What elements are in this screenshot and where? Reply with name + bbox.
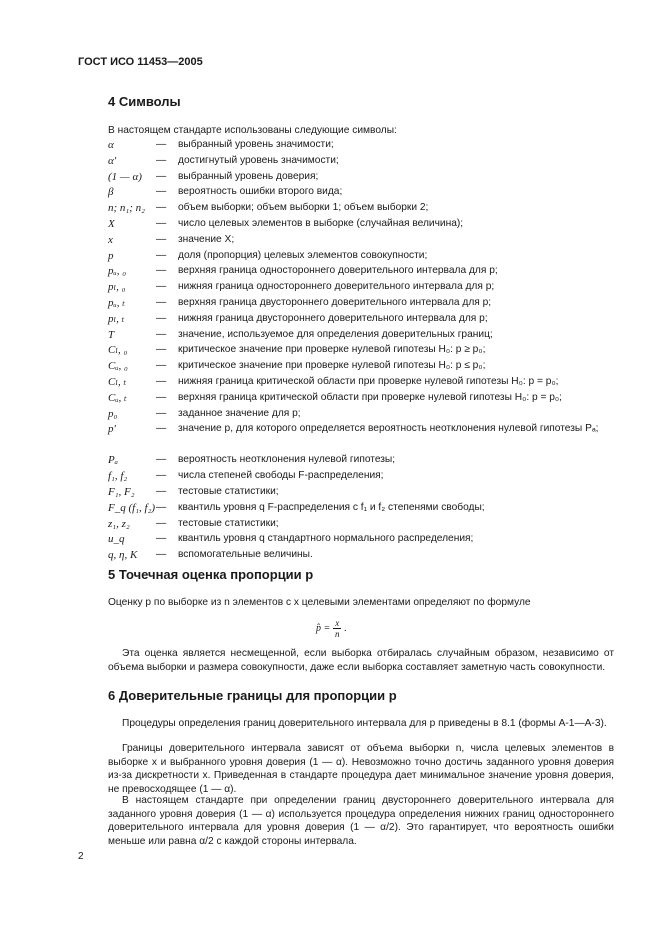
- formula-numerator: x: [335, 618, 340, 628]
- dash: —: [156, 391, 167, 403]
- dash: —: [156, 154, 167, 166]
- formula-end: .: [344, 622, 347, 634]
- symbol-row: [108, 375, 618, 391]
- symbol: T: [108, 328, 115, 341]
- symbol: p′: [108, 423, 116, 436]
- symbol-description: выбранный уровень значимости;: [178, 139, 334, 150]
- dash: —: [156, 170, 167, 182]
- dash: —: [156, 202, 167, 214]
- symbol-description: заданное значение для p;: [178, 407, 301, 419]
- symbol-row: [108, 517, 618, 533]
- symbol-row: [108, 407, 618, 423]
- symbol-row: [108, 328, 618, 344]
- dash: —: [156, 533, 167, 545]
- section-5-title: 5 Точечная оценка пропорции p: [108, 567, 314, 582]
- symbol: z₁, z₂: [108, 517, 130, 530]
- formula-fraction: [333, 618, 341, 639]
- dash: —: [156, 186, 167, 198]
- symbol-row: [108, 532, 618, 548]
- dash: —: [156, 375, 167, 387]
- symbol-row: [108, 343, 618, 359]
- symbol-description: значение p, для которого определяется вероятность неотклонения нулевой гипотезы Pₐ;: [178, 423, 599, 435]
- symbol-description: критическое значение при проверке нулевой гипотезы H₀: p ≤ p₀;: [178, 360, 486, 372]
- document-header: ГОСТ ИСО 11453—2005: [78, 56, 203, 68]
- dash: —: [156, 470, 167, 482]
- symbol: u_q: [108, 533, 125, 546]
- symbol-description: объем выборки; объем выборки 1; объем выборки 2;: [178, 202, 429, 214]
- section-4-title: 4 Символы: [108, 94, 181, 109]
- symbol: F_q (f₁, f₂): [108, 501, 156, 514]
- symbol-description: нижняя граница критической области при проверке нулевой гипотезы H₀: p = p₀;: [178, 375, 559, 387]
- symbol-row: [108, 296, 618, 312]
- dash: —: [156, 517, 167, 529]
- dash: —: [156, 328, 167, 340]
- formula-lhs: p̂ =: [316, 622, 331, 634]
- symbol-description: вспомогательные величины.: [178, 549, 313, 561]
- symbol-description: тестовые статистики;: [178, 517, 279, 529]
- dash: —: [156, 423, 167, 435]
- symbol-description: критическое значение при проверке нулевой гипотезы H₀: p ≥ p₀;: [178, 344, 486, 356]
- symbol-description: нижняя граница двустороннего доверительного интервала для p;: [178, 312, 488, 324]
- symbol-row: [108, 422, 618, 453]
- symbol: Cᵤ, ₀: [108, 360, 128, 373]
- symbol-description: квантиль уровня q стандартного нормального распределения;: [178, 533, 474, 545]
- symbol-row: [108, 264, 618, 280]
- symbol-description: достигнутый уровень значимости;: [178, 154, 339, 166]
- symbol-row: [108, 453, 618, 469]
- symbol: Cₗ, ₜ: [108, 375, 127, 388]
- dash: —: [156, 217, 167, 229]
- symbol: F₁, F₂: [108, 485, 135, 498]
- symbol: Cᵤ, ₜ: [108, 391, 127, 404]
- symbol-description: значение, используемое для определения доверительных границ;: [178, 328, 493, 340]
- symbol-description: вероятность ошибки второго вида;: [178, 186, 343, 198]
- dash: —: [156, 485, 167, 497]
- symbol-description: выбранный уровень доверия;: [178, 170, 319, 182]
- symbol: β: [108, 186, 114, 199]
- symbol: Pₐ: [108, 454, 118, 467]
- section-4-intro: В настоящем стандарте использованы следующие символы:: [108, 125, 397, 136]
- symbol-row: [108, 249, 618, 265]
- symbol: pₗ, ₀: [108, 281, 126, 294]
- symbol-description: число целевых элементов в выборке (случайная величина);: [178, 217, 464, 229]
- dash: —: [156, 296, 167, 308]
- section-6-paragraph-3: В настоящем стандарте при определении границ двустороннего доверительного интервала для заданного уровня доверия (1 — α) используется процедура определения нижних границ одностороннего доверительного интервала для уровня доверия (1 — α/2). Это гарантирует, что вероятность ошибки меньше или равна α/2 с каждой стороны интервала.: [108, 795, 614, 847]
- symbol: α: [108, 139, 114, 151]
- symbol: α′: [108, 154, 117, 167]
- symbol-row: [108, 170, 618, 186]
- dash: —: [156, 407, 167, 419]
- dash: —: [156, 233, 167, 245]
- symbol: q, η, K: [108, 549, 138, 562]
- symbol-row: [108, 548, 618, 564]
- symbol-description: вероятность неотклонения нулевой гипотезы;: [178, 454, 396, 466]
- symbol-row: [108, 359, 618, 375]
- symbol-row: [108, 501, 618, 517]
- section-6-title: 6 Доверительные границы для пропорции p: [108, 688, 397, 703]
- symbol-description: доля (пропорция) целевых элементов совокупности;: [178, 249, 428, 261]
- dash: —: [156, 344, 167, 356]
- symbol-description: числа степеней свободы F-распределения;: [178, 470, 384, 482]
- symbols-list: [108, 138, 618, 564]
- symbol: Cₗ, ₀: [108, 344, 128, 357]
- dash: —: [156, 265, 167, 277]
- section-5-paragraph-2: Эта оценка является несмещенной, если выборка отбиралась случайным образом, независимо от объема выборки и размера совокупности, даже если выборка составляет заметную часть совокупности.: [108, 648, 614, 673]
- symbol: X: [108, 217, 115, 230]
- symbol-description: верхняя граница двустороннего доверительного интервала для p;: [178, 296, 492, 308]
- dash: —: [156, 360, 167, 372]
- symbol: (1 — α): [108, 170, 142, 183]
- symbol-row: [108, 217, 618, 233]
- symbol-description: верхняя граница критической области при проверке нулевой гипотезы H₀: p = p₀;: [178, 391, 562, 403]
- symbol-row: [108, 138, 618, 154]
- symbol: pᵤ, ₜ: [108, 296, 125, 309]
- symbol-row: [108, 185, 618, 201]
- dash: —: [156, 549, 167, 561]
- symbol: pᵤ, ₀: [108, 265, 127, 278]
- dash: —: [156, 312, 167, 324]
- symbol: p₀: [108, 407, 118, 420]
- symbol: x: [108, 233, 113, 246]
- symbol-row: [108, 154, 618, 170]
- symbol-row: [108, 485, 618, 501]
- symbol-row: [108, 201, 618, 217]
- section-6-paragraph-1: Процедуры определения границ доверительного интервала для p приведены в 8.1 (формы А-1—А-3).: [122, 718, 607, 729]
- symbol-description: квантиль уровня q F-распределения с f₁ и f₂ степенями свободы;: [178, 501, 485, 513]
- symbol-description: нижняя граница одностороннего доверительного интервала для p;: [178, 281, 495, 293]
- dash: —: [156, 454, 167, 466]
- symbol: f₁, f₂: [108, 470, 128, 483]
- section-5-paragraph-1: Оценку p по выборке из n элементов с x целевыми элементами определяют по формуле: [108, 597, 531, 608]
- point-estimate-formula: [316, 618, 347, 639]
- symbol-row: [108, 391, 618, 407]
- symbol-row: [108, 280, 618, 296]
- symbol: pₗ, ₜ: [108, 312, 125, 325]
- formula-denominator: n: [335, 629, 340, 639]
- page-number: 2: [78, 851, 84, 862]
- symbol-description: верхняя граница одностороннего доверительного интервала для p;: [178, 265, 498, 277]
- symbol: p: [108, 249, 114, 262]
- symbol-row: [108, 233, 618, 249]
- dash: —: [156, 249, 167, 261]
- symbol-row: [108, 469, 618, 485]
- dash: —: [156, 501, 167, 513]
- symbol-description: тестовые статистики;: [178, 485, 279, 497]
- dash: —: [156, 281, 167, 293]
- dash: —: [156, 139, 167, 150]
- symbol: n; n₁; n₂: [108, 202, 145, 215]
- section-6-paragraph-2: Границы доверительного интервала зависят от объема выборки n, числа целевых элементов в выборке x и выбранного уровня доверия (1 — α). Невозможно точно достичь заданного уровня доверия из-за дискретности x. Приведенная в стандарте процедура дает минимальное значение уровня доверия, не превосходящее (1 — α).: [108, 743, 614, 795]
- symbol-row: [108, 312, 618, 328]
- symbol-description: значение X;: [178, 233, 235, 245]
